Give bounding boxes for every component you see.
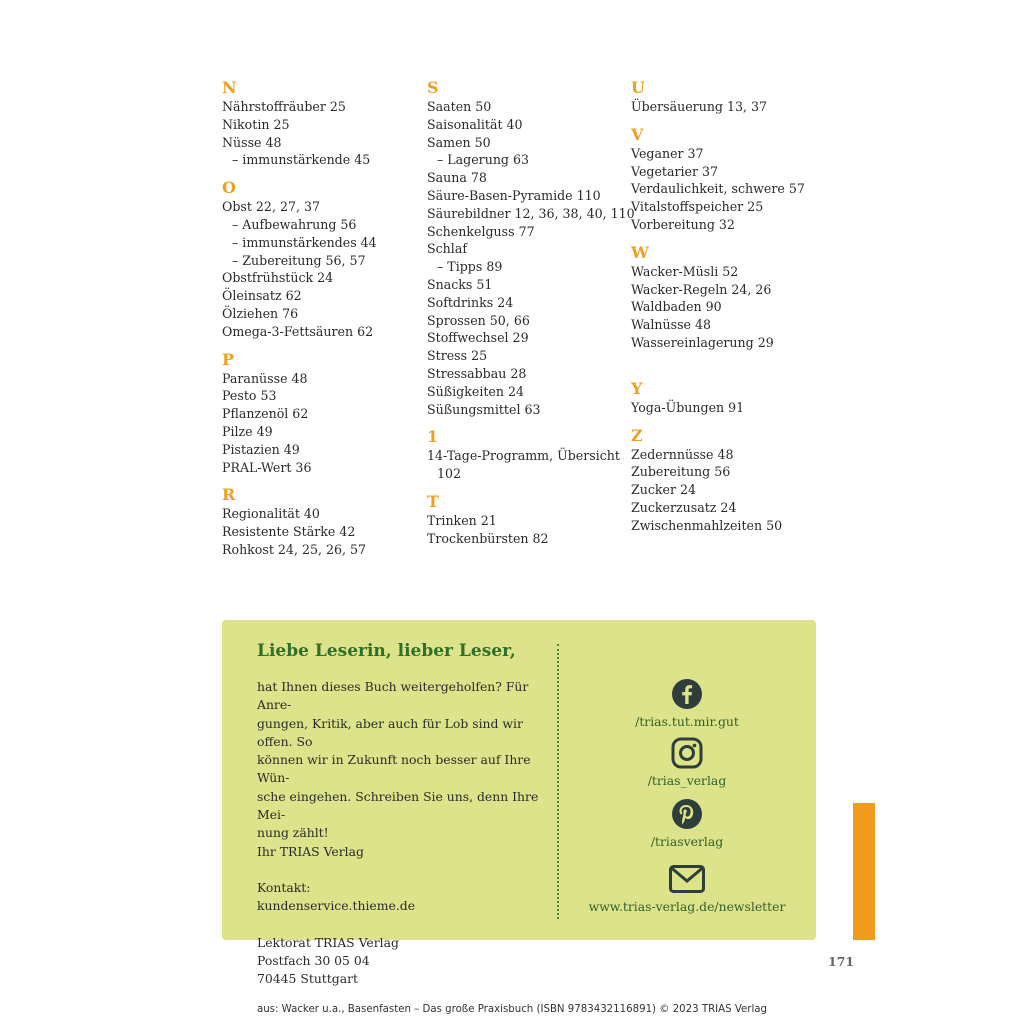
box-line: können wir in Zukunft noch besser auf Ihre Wün- xyxy=(257,752,531,786)
index-letter-u: U xyxy=(631,78,645,97)
box-line: nung zählt! xyxy=(257,825,329,841)
index-letter-n: N xyxy=(222,78,237,97)
index-entry: – immunstärkendes 44 xyxy=(232,234,377,250)
index-entry: Saaten 50 xyxy=(427,99,492,114)
index-entry: Vitalstoffspeicher 25 xyxy=(631,199,764,215)
index-entry: Zubereitung 56 xyxy=(631,464,731,480)
index-entry: Wassereinlagerung 29 xyxy=(631,334,774,350)
chapter-tab xyxy=(853,803,875,940)
index-letter-w: W xyxy=(631,242,649,262)
index-letter-p: P xyxy=(222,349,235,369)
facebook-handle: /trias.tut.mir.gut xyxy=(635,714,739,729)
index-entry: Säurebildner 12, 36, 38, 40, 110 xyxy=(427,205,635,221)
index-column-1 xyxy=(222,78,422,559)
index-letter-y: Y xyxy=(631,378,643,398)
box-signature: Ihr TRIAS Verlag xyxy=(257,843,364,859)
index-entry: Süßigkeiten 24 xyxy=(427,383,525,399)
facebook-link[interactable] xyxy=(582,678,792,729)
index-entry: Wacker-Müsli 52 xyxy=(631,263,739,279)
index-entry: Obst 22, 27, 37 xyxy=(222,199,321,215)
feedback-box xyxy=(222,620,816,987)
contact-link[interactable]: kundenservice.thieme.de xyxy=(257,898,416,914)
index-letter-1: 1 xyxy=(427,427,439,447)
address-line: Lektorat TRIAS Verlag xyxy=(257,934,399,950)
index-entry: Pflanzenöl 62 xyxy=(222,406,309,422)
index-entry: Süßungsmittel 63 xyxy=(427,401,541,417)
pinterest-icon xyxy=(671,798,703,830)
index-entry: Veganer 37 xyxy=(631,145,704,161)
index-entry: – immunstärkende 45 xyxy=(232,152,371,168)
index-entry: PRAL-Wert 36 xyxy=(222,459,312,475)
index-entry: Resistente Stärke 42 xyxy=(222,524,356,540)
instagram-link[interactable] xyxy=(582,737,792,788)
instagram-icon xyxy=(671,737,703,769)
index-entry: 102 xyxy=(437,466,462,482)
index-letter-s: S xyxy=(427,78,439,97)
index-entry: Öleinsatz 62 xyxy=(222,288,302,304)
mail-icon xyxy=(668,863,706,895)
source-footer: aus: Wacker u.a., Basenfasten – Das große Praxisbuch (ISBN 9783432116891) © 2023 TRIAS Verlag xyxy=(256,1004,768,1015)
index-entry: Obstfrühstück 24 xyxy=(222,270,334,286)
index-entry: Sauna 78 xyxy=(427,170,487,186)
page-number: 171 xyxy=(828,954,855,969)
index-entry: Vorbereitung 32 xyxy=(631,216,735,232)
index-letter-t: T xyxy=(427,491,439,511)
newsletter-url: www.trias-verlag.de/newsletter xyxy=(588,899,786,914)
dotted-divider xyxy=(557,644,559,919)
index-entry: Verdaulichkeit, schwere 57 xyxy=(631,181,805,197)
index-entry: Stoffwechsel 29 xyxy=(427,330,529,346)
index-entry: Trockenbürsten 82 xyxy=(427,530,549,546)
box-line: hat Ihnen dieses Buch weitergeholfen? Für Anre- xyxy=(257,679,529,713)
index-entry: Zucker 24 xyxy=(631,482,697,498)
index-entry: Omega-3-Fettsäuren 62 xyxy=(222,323,374,339)
index-entry: Schenkelguss 77 xyxy=(427,223,535,239)
index-column-2 xyxy=(427,78,635,548)
instagram-handle: /trias_verlag xyxy=(647,773,727,788)
index-entry: Nikotin 25 xyxy=(222,116,290,132)
index-entry: Walnüsse 48 xyxy=(631,317,712,333)
index-entry: Zedernnüsse 48 xyxy=(631,446,734,462)
index-entry: – Aufbewahrung 56 xyxy=(232,216,357,232)
contact-label: Kontakt: xyxy=(257,879,311,895)
index-entry: Yoga-Übungen 91 xyxy=(631,399,745,415)
index-entry: Saisonalität 40 xyxy=(427,116,523,132)
index-entry: Softdrinks 24 xyxy=(427,294,514,310)
index-entry: Stress 25 xyxy=(427,348,488,364)
index-entry: Schlaf xyxy=(427,241,467,257)
index-entry: Zwischenmahlzeiten 50 xyxy=(631,517,783,533)
index-entry: Samen 50 xyxy=(427,134,491,150)
index-entry: Pesto 53 xyxy=(222,388,277,404)
index-entry: – Tipps 89 xyxy=(437,259,503,275)
newsletter-link[interactable] xyxy=(582,863,792,914)
index-entry: Paranüsse 48 xyxy=(222,370,308,386)
index-entry: Zuckerzusatz 24 xyxy=(631,499,737,515)
index-entry: Säure-Basen-Pyramide 110 xyxy=(427,187,601,203)
pinterest-handle: /triasverlag xyxy=(650,834,724,849)
address-line: 70445 Stuttgart xyxy=(257,971,358,987)
index-entry: Rohkost 24, 25, 26, 57 xyxy=(222,541,367,557)
index-letter-v: V xyxy=(631,124,644,144)
index-entry: Trinken 21 xyxy=(427,512,497,528)
index-entry: Waldbaden 90 xyxy=(631,299,722,315)
box-line: sche eingehen. Schreiben Sie uns, denn Ihre Mei- xyxy=(257,788,539,823)
index-entry: Vegetarier 37 xyxy=(631,163,719,179)
facebook-icon xyxy=(671,678,703,710)
index-entry: Stressabbau 28 xyxy=(427,365,527,381)
index-entry: Sprossen 50, 66 xyxy=(427,312,530,328)
index-entry: Snacks 51 xyxy=(427,276,493,292)
index-entry: – Zubereitung 56, 57 xyxy=(232,252,366,268)
index-entry: Wacker-Regeln 24, 26 xyxy=(631,281,772,297)
index-entry: Nüsse 48 xyxy=(222,134,282,150)
index-letter-z: Z xyxy=(631,425,643,445)
index-entry: – Lagerung 63 xyxy=(437,152,530,168)
pinterest-link[interactable] xyxy=(582,798,792,849)
index-entry: 14-Tage-Programm, Übersicht xyxy=(427,448,620,464)
index-entry: Pistazien 49 xyxy=(222,441,300,457)
index-entry: Übersäuerung 13, 37 xyxy=(631,99,768,114)
index-entry: Nährstoffräuber 25 xyxy=(222,99,346,114)
index-entry: Regionalität 40 xyxy=(222,506,320,522)
box-line: gungen, Kritik, aber auch für Lob sind wir offen. So xyxy=(257,715,523,749)
box-text xyxy=(257,678,542,988)
index-letter-o: O xyxy=(222,178,236,198)
index-entry: Pilze 49 xyxy=(222,423,273,439)
index-entry: Ölziehen 76 xyxy=(222,305,299,321)
box-title: Liebe Leserin, lieber Leser, xyxy=(257,641,516,661)
address-line: Postfach 30 05 04 xyxy=(257,952,370,968)
index-letter-r: R xyxy=(222,485,236,505)
index-column-3 xyxy=(631,78,831,535)
